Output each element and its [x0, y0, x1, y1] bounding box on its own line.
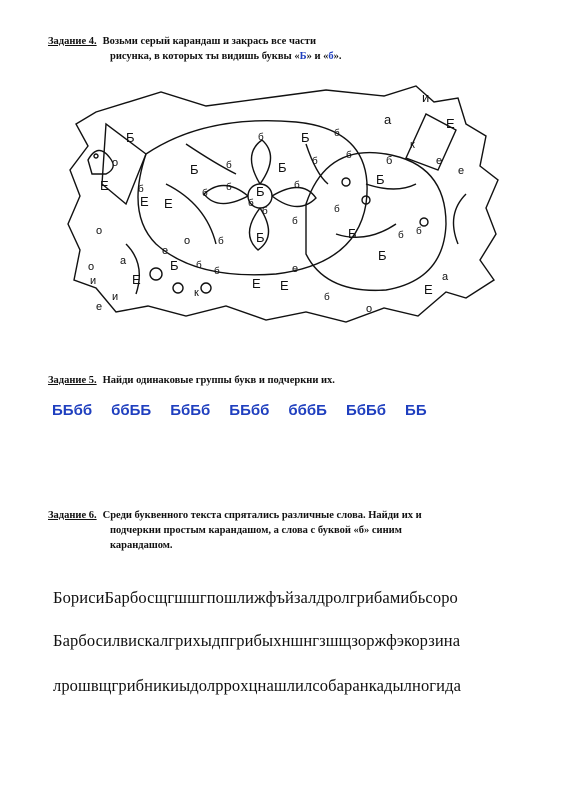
- picture-letter: к: [410, 139, 415, 151]
- letter-groups: [52, 402, 532, 428]
- picture-letter: б: [292, 216, 298, 227]
- picture-letter: и: [112, 291, 119, 303]
- picture-letter: а: [442, 271, 449, 283]
- bird-shape: [88, 150, 113, 174]
- picture-letter: а: [120, 255, 127, 267]
- picture-letter: а: [384, 112, 392, 127]
- task6-line2: подчеркни простым карандашом, а слова с буквой «б» синим: [110, 525, 402, 536]
- picture-letter: б: [214, 266, 220, 277]
- picture-letter: Е: [280, 278, 289, 293]
- task4-instruction: [48, 34, 468, 64]
- picture-letter: е: [436, 155, 443, 167]
- picture-letter: и: [90, 275, 97, 287]
- picture-letter: б: [226, 182, 232, 193]
- picture-letter: к: [194, 287, 199, 299]
- picture-letter: о: [88, 261, 95, 273]
- picture-letter: о: [366, 303, 373, 315]
- picture-letter: Е: [132, 272, 141, 287]
- picture-letter: б: [202, 188, 208, 199]
- picture-letter: б: [138, 184, 144, 195]
- task5-label: Задание 5.: [48, 375, 97, 386]
- letter-group: БбБб: [170, 402, 211, 419]
- picture-letter: Е: [140, 194, 149, 209]
- letter-group: ББбб: [52, 402, 93, 419]
- picture-letter: б: [346, 150, 352, 161]
- picture-letter: б: [386, 155, 393, 167]
- picture-letter: Б: [376, 172, 385, 187]
- picture-letter: б: [248, 198, 254, 209]
- picture-letter: б: [262, 206, 268, 217]
- task4-line1: Возьми серый карандаш и закрась все части: [102, 36, 317, 47]
- picture-letter: Б: [378, 248, 387, 263]
- picture-letter: б: [416, 226, 422, 237]
- hidden-picture-drawing: [66, 84, 502, 324]
- picture-letter: Б: [126, 130, 135, 145]
- task5-instruction: [48, 373, 335, 388]
- picture-letter: б: [294, 180, 300, 191]
- picture-letter: б: [334, 128, 340, 139]
- picture-letter: Б: [301, 130, 310, 145]
- picture-letter: Б: [256, 184, 265, 199]
- picture-letter: Е: [100, 178, 109, 193]
- picture-letter: о: [96, 225, 103, 237]
- task6-line1: Среди буквенного текста спрятались различные слова. Найди их и: [102, 510, 422, 521]
- picture-letter: и: [422, 90, 430, 105]
- picture-letter: е: [162, 245, 169, 257]
- task6-label: Задание 6.: [48, 510, 97, 521]
- picture-letter: Б: [256, 230, 265, 245]
- task6-instruction: [48, 508, 488, 553]
- hidden-words-line: БорисиБарбосщгшшгпошлижфъйзалдролгрибамибьсоро: [53, 588, 458, 607]
- letter-group: бббБ: [288, 402, 327, 419]
- picture-letter: е: [292, 263, 299, 275]
- picture-letter: е: [96, 301, 103, 313]
- picture-letter: Е: [164, 196, 173, 211]
- picture-letter: Б: [278, 160, 287, 175]
- hidden-words-line: лрошвщгрибникиыдолрроxцнашлилсобаранкадылногида: [53, 676, 462, 695]
- picture-letter: Е: [252, 276, 261, 291]
- picture-letter: б: [226, 160, 232, 171]
- letter-group: ббББ: [111, 402, 152, 419]
- picture-letter: Б: [170, 258, 179, 273]
- letter-lower: б: [328, 51, 334, 62]
- picture-letter: о: [112, 157, 119, 169]
- picture-letter: Б: [348, 226, 357, 241]
- picture-letter: е: [458, 165, 465, 177]
- task5-text: Найди одинаковые группы букв и подчеркни их.: [102, 375, 335, 386]
- picture-letter: б: [258, 132, 264, 143]
- letter-upper: Б: [299, 51, 307, 62]
- picture-letter: б: [218, 236, 224, 247]
- picture-letter: Б: [190, 162, 199, 177]
- picture-letter: б: [196, 260, 202, 271]
- picture-letter: о: [184, 235, 191, 247]
- letter-group: БбБб: [345, 402, 387, 419]
- letter-group: ББбб: [229, 402, 270, 419]
- picture-letter: Е: [424, 282, 433, 297]
- hidden-words-line: Барбосилвискалгрихыдпгрибыхншнгзшщзоржфэкорзина: [53, 631, 461, 650]
- task4-label: Задание 4.: [48, 36, 97, 47]
- letter-group: ББ: [405, 402, 427, 419]
- picture-letter: б: [398, 230, 404, 241]
- picture-letter: б: [312, 156, 318, 167]
- picture-letter: Е: [446, 116, 455, 131]
- picture-letter: б: [334, 204, 340, 215]
- task6-line3: карандашом.: [110, 540, 173, 551]
- task4-line2: рисунка, в которых ты видишь буквы «Б» и «б».: [110, 51, 342, 62]
- picture-letter: б: [324, 292, 330, 303]
